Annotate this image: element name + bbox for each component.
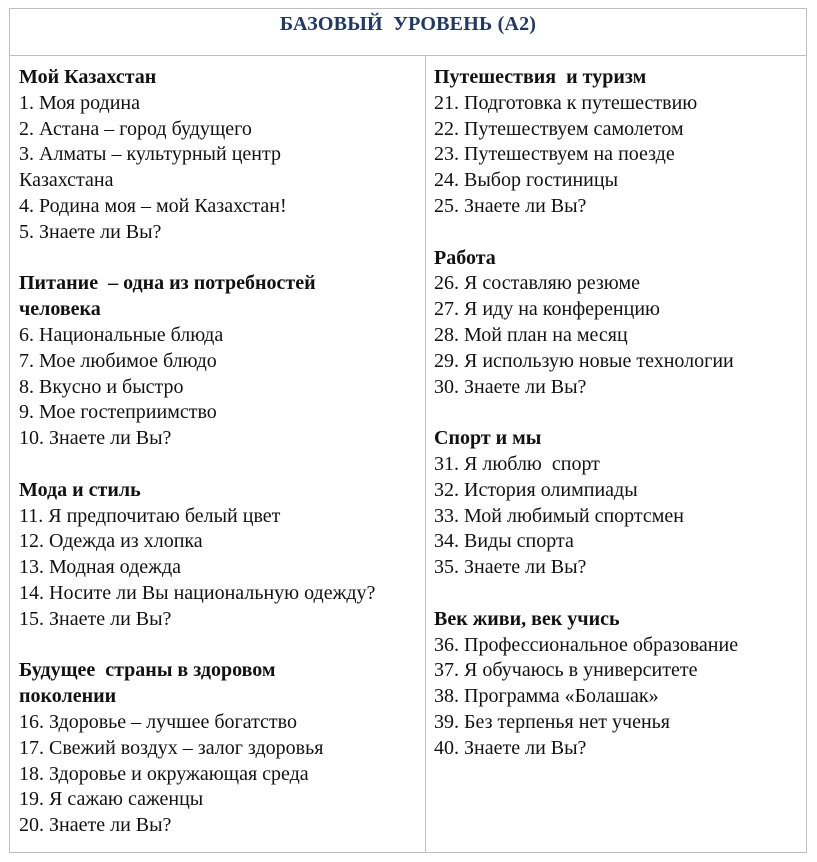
topic-item <box>434 142 802 168</box>
topic-item-line: 9. Мое гостеприимство <box>19 401 217 424</box>
section-heading <box>19 271 421 323</box>
topic-item-line: 26. Я составляю резюме <box>434 272 640 295</box>
topic-item <box>19 323 421 349</box>
topic-item <box>434 271 802 297</box>
topic-item-line: 5. Знаете ли Вы? <box>19 220 162 243</box>
topic-item-line: 13. Модная одежда <box>19 556 182 579</box>
topic-item-line: 3. Алматы – культурный центр <box>19 143 281 166</box>
topic-item-line: 19. Я сажаю саженцы <box>19 788 204 811</box>
topic-item-line: 4. Родина моя – мой Казахстан! <box>19 194 287 217</box>
section-heading-line: Мой Казахстан <box>19 66 157 88</box>
topic-item-line: 38. Программа «Болашак» <box>434 685 659 708</box>
topic-item-line: 24. Выбор гостиницы <box>434 169 619 192</box>
topic-item-line: 34. Виды спорта <box>434 530 574 553</box>
section-spacer <box>434 220 802 246</box>
topic-item-line: 1. Моя родина <box>19 91 140 114</box>
title-row <box>10 9 806 56</box>
topic-item <box>19 194 421 220</box>
topic-item <box>434 555 802 581</box>
topic-item <box>19 555 421 581</box>
topic-item <box>434 91 802 117</box>
left-section-4 <box>19 658 421 839</box>
topic-item <box>434 297 802 323</box>
right-column-content <box>434 65 802 762</box>
section-heading-line: Питание – одна из потребностей <box>19 272 316 295</box>
right-section-1 <box>434 65 802 220</box>
topic-item-line: 2. Астана – город будущего <box>19 117 252 140</box>
topic-item <box>434 710 802 736</box>
topic-item-line: 20. Знаете ли Вы? <box>19 814 172 837</box>
section-heading-line: Работа <box>434 246 496 269</box>
topic-item-line: 11. Я предпочитаю белый цвет <box>19 504 281 527</box>
section-spacer <box>19 246 421 272</box>
section-heading <box>434 426 802 452</box>
topic-item <box>434 117 802 143</box>
section-spacer <box>19 452 421 478</box>
left-section-1 <box>19 65 421 246</box>
topic-item <box>434 478 802 504</box>
section-heading <box>434 246 802 272</box>
topic-item-line: 33. Мой любимый спортсмен <box>434 504 684 527</box>
topic-item-line: 37. Я обучаюсь в университете <box>434 659 698 682</box>
topic-item-line: 40. Знаете ли Вы? <box>434 736 587 759</box>
topic-item-line: 22. Путешествуем самолетом <box>434 117 684 140</box>
section-heading-line: Мода и стиль <box>19 478 141 501</box>
curriculum-table <box>9 8 807 853</box>
topic-item <box>19 220 421 246</box>
section-spacer <box>19 633 421 659</box>
section-heading <box>434 607 802 633</box>
topic-item <box>19 375 421 401</box>
topic-item <box>19 349 421 375</box>
topic-item-line: 14. Носите ли Вы национальную одежду? <box>19 581 376 604</box>
topic-item <box>434 504 802 530</box>
right-section-3 <box>434 426 802 581</box>
section-heading <box>19 65 421 91</box>
topic-item-line: 18. Здоровье и окружающая среда <box>19 762 309 785</box>
topic-item-line: 39. Без терпенья нет ученья <box>434 710 671 733</box>
topic-item <box>434 658 802 684</box>
topic-item <box>434 349 802 375</box>
section-heading-line: Путешествия и туризм <box>434 66 647 88</box>
left-section-3 <box>19 478 421 633</box>
section-heading <box>434 65 802 91</box>
topic-item-line: 25. Знаете ли Вы? <box>434 194 587 217</box>
topic-item-line: 35. Знаете ли Вы? <box>434 556 587 579</box>
topic-item-line: 32. История олимпиады <box>434 478 638 501</box>
topic-item <box>19 117 421 143</box>
topic-item <box>434 452 802 478</box>
topic-item-line: 12. Одежда из хлопка <box>19 530 203 553</box>
topic-item <box>434 323 802 349</box>
topic-item-line: 6. Национальные блюда <box>19 323 224 346</box>
section-heading-line: поколении <box>19 685 117 708</box>
topic-item-line: 30. Знаете ли Вы? <box>434 375 587 398</box>
topic-item-line: 15. Знаете ли Вы? <box>19 607 172 630</box>
topic-item-line: 28. Мой план на месяц <box>434 323 628 346</box>
topic-item <box>19 400 421 426</box>
topic-item <box>19 607 421 633</box>
right-section-4 <box>434 607 802 762</box>
left-section-2 <box>19 271 421 452</box>
section-spacer <box>434 400 802 426</box>
topic-item <box>19 762 421 788</box>
topic-item <box>434 194 802 220</box>
topic-item-line: 29. Я использую новые технологии <box>434 349 734 372</box>
topic-item <box>19 736 421 762</box>
topic-item-line: 8. Вкусно и быстро <box>19 375 184 398</box>
topic-item <box>19 142 421 194</box>
section-heading-line: человека <box>19 298 101 321</box>
section-heading <box>19 658 421 710</box>
topic-item-line: 21. Подготовка к путешествию <box>434 91 698 114</box>
page-title: БАЗОВЫЙ УРОВЕНЬ (А2) <box>279 13 537 35</box>
section-heading-line: Будущее страны в здоровом <box>19 659 276 682</box>
right-column <box>426 56 806 852</box>
topic-item-line: 7. Мое любимое блюдо <box>19 349 217 372</box>
left-column-content <box>19 65 421 839</box>
right-section-2 <box>434 246 802 401</box>
topic-item-line: 27. Я иду на конференцию <box>434 298 660 321</box>
topic-item <box>19 581 421 607</box>
topic-item <box>19 710 421 736</box>
topic-item <box>19 91 421 117</box>
topic-item <box>19 529 421 555</box>
topic-item-line: 23. Путешествуем на поезде <box>434 143 675 166</box>
left-column <box>10 56 426 852</box>
topic-item-line: 16. Здоровье – лучшее богатство <box>19 710 297 733</box>
topic-item <box>19 787 421 813</box>
topic-item <box>434 529 802 555</box>
topic-item <box>434 684 802 710</box>
topic-item-line: 17. Свежий воздух – залог здоровья <box>19 736 324 759</box>
topic-item <box>434 375 802 401</box>
topic-item <box>434 168 802 194</box>
topic-item <box>19 504 421 530</box>
topic-item-line: 36. Профессиональное образование <box>434 633 739 656</box>
topic-item-line: 10. Знаете ли Вы? <box>19 427 172 450</box>
section-heading-line: Спорт и мы <box>434 427 542 450</box>
section-spacer <box>434 581 802 607</box>
topic-item <box>434 633 802 659</box>
topic-item <box>19 426 421 452</box>
section-heading-line: Век живи, век учись <box>434 607 620 630</box>
section-heading <box>19 478 421 504</box>
topic-item <box>19 813 421 839</box>
topic-item-line: 31. Я люблю спорт <box>434 452 600 475</box>
topic-item-line: Казахстана <box>19 169 114 192</box>
topic-item <box>434 736 802 762</box>
